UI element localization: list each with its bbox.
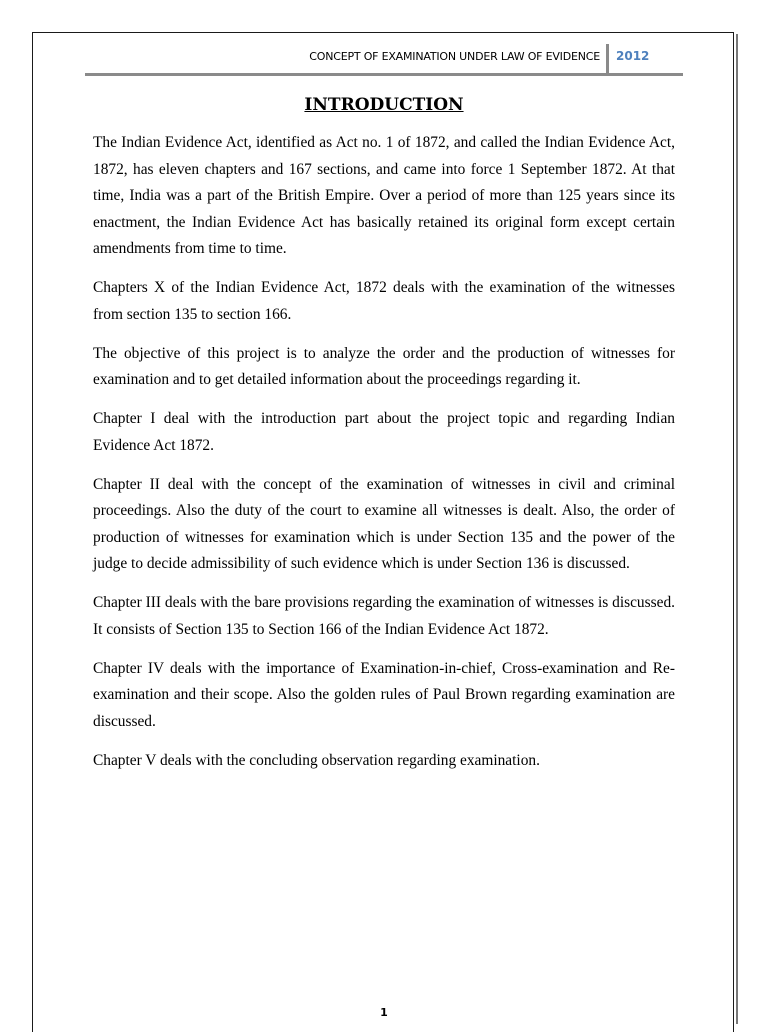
paragraph: The Indian Evidence Act, identified as Act no. 1 of 1872, and called the Indian Evidence Act, 1872, has eleven chapters and 167 sections, and came into force 1 September 1872. At that time, India was a part of the British Empire. Over a period of more than 125 years since its enactment, the Indian Evidence Act has basically retained its original form except certain amendments from time to time. <box>93 134 675 257</box>
section-heading: INTRODUCTION <box>304 95 464 115</box>
paragraph: Chapters X of the Indian Evidence Act, 1872 deals with the examination of the witnesses from section 135 to section 166. <box>93 279 675 323</box>
paragraph: The objective of this project is to analyze the order and the production of witnesses for examination and to get detailed information about the proceedings regarding it. <box>93 344 675 388</box>
paragraph: Chapter II deal with the concept of the examination of witnesses in civil and criminal proceedings. Also the duty of the court to examine all witnesses is dealt. Also, the order of production of witnesses for examination which is under Section 135 and the power of the judge to decide admissibility of such evidence which is under Section 136 is discussed. <box>93 475 675 572</box>
paragraph: Chapter IV deals with the importance of Examination-in-chief, Cross-examination and Re-examination and their scope. Also the golden rules of Paul Brown regarding examination are discussed. <box>93 659 675 730</box>
paragraph: Chapter III deals with the bare provisions regarding the examination of witnesses is discussed. It consists of Section 135 to Section 166 of the Indian Evidence Act 1872. <box>93 594 675 638</box>
page-border-shadow <box>736 34 738 1024</box>
header-rule <box>85 73 683 76</box>
page-number: 1 <box>380 1006 388 1019</box>
running-header-title: CONCEPT OF EXAMINATION UNDER LAW OF EVIDENCE <box>309 50 600 63</box>
paragraph: Chapter I deal with the introduction part about the project topic and regarding Indian Evidence Act 1872. <box>93 410 675 454</box>
running-header-year: 2012 <box>616 49 650 63</box>
paragraph: Chapter V deals with the concluding observation regarding examination. <box>93 751 540 769</box>
body-text <box>93 130 675 787</box>
header-divider <box>606 44 609 74</box>
